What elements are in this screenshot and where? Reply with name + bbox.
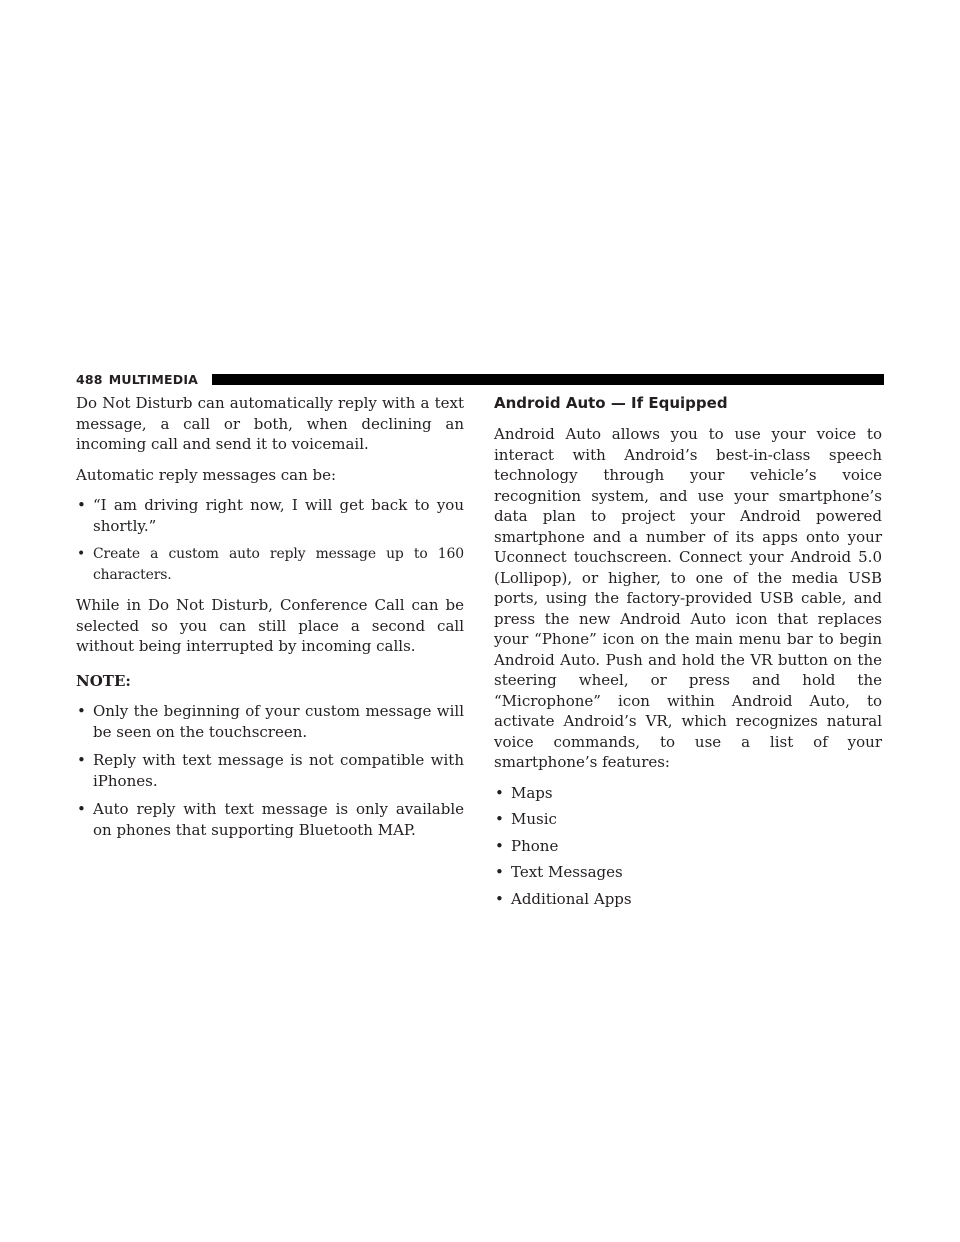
bullet-icon: •: [495, 863, 504, 881]
list-item: [494, 809, 882, 830]
list-item: [494, 783, 882, 804]
list-item: [76, 701, 464, 742]
list-item: [76, 544, 464, 585]
bullet-icon: •: [77, 800, 86, 818]
list-item-text: Phone: [511, 836, 559, 855]
bullet-icon: •: [77, 496, 86, 514]
section-heading: Android Auto — If Equipped: [494, 394, 728, 412]
list-item-text: Auto reply with text message is only available on phones that supporting Bluetooth MAP.: [93, 800, 464, 839]
list-item: [494, 862, 882, 883]
bullet-icon: •: [77, 751, 86, 769]
features-list: [494, 783, 882, 910]
header-rule: [212, 374, 884, 385]
android-auto-paragraph: Android Auto allows you to use your voice to interact with Android’s best-in-class speech technology through your vehicle’s voice recognition system, and use your smartphone’s data plan to project your Android powered smartphone and a number of its apps onto your Uconnect touchscreen. Connect your Android 5.0 (Lollipop), or higher, to one of the media USB ports, using the factory-provided USB cable, and press the new Android Auto icon that replaces your “Phone” icon on the main menu bar to begin Android Auto. Push and hold the VR button on the steering wheel, or press and hold the “Microphone” icon within Android Auto, to activate Android’s VR, which recognizes natural voice commands, to use a list of your smartphone’s features:: [494, 425, 882, 771]
notes-list: [76, 701, 464, 840]
bullet-icon: •: [77, 702, 86, 720]
bullet-icon: •: [77, 546, 86, 562]
bullet-icon: •: [495, 783, 504, 802]
list-item-text: Music: [511, 810, 557, 828]
note-label: NOTE:: [76, 671, 131, 690]
list-item-text: Text Messages: [511, 863, 623, 881]
section-title: MULTIMEDIA: [108, 371, 199, 387]
list-item-text: Only the beginning of your custom message will be seen on the touchscreen.: [93, 702, 464, 741]
bullet-icon: •: [495, 810, 504, 828]
bullet-icon: •: [495, 836, 504, 855]
right-column: [494, 393, 882, 919]
list-item: [494, 889, 882, 910]
intro-paragraph: Do Not Disturb can automatically reply with a text message, a call or both, when declining an incoming call and send it to voicemail.: [76, 394, 464, 453]
list-item: [76, 750, 464, 791]
list-item: [76, 799, 464, 840]
left-column: [76, 393, 464, 850]
list-item-text: Create a custom auto reply message up to 160 characters.: [93, 546, 464, 583]
bullet-icon: •: [495, 889, 504, 908]
list-item-text: Maps: [511, 783, 553, 802]
list-item: [76, 495, 464, 536]
conference-paragraph: While in Do Not Disturb, Conference Call can be selected so you can still place a second call without being interrupted by incoming calls.: [76, 596, 464, 655]
list-item-text: Additional Apps: [511, 889, 632, 908]
list-item: [494, 836, 882, 857]
page-number: 488: [76, 371, 103, 387]
list-item-text: Reply with text message is not compatible with iPhones.: [93, 751, 464, 790]
list-item-text: “I am driving right now, I will get back to you shortly.”: [93, 496, 464, 535]
reply-options-list: [76, 495, 464, 585]
page-header: [76, 372, 884, 386]
reply-intro-paragraph: Automatic reply messages can be:: [76, 465, 337, 484]
